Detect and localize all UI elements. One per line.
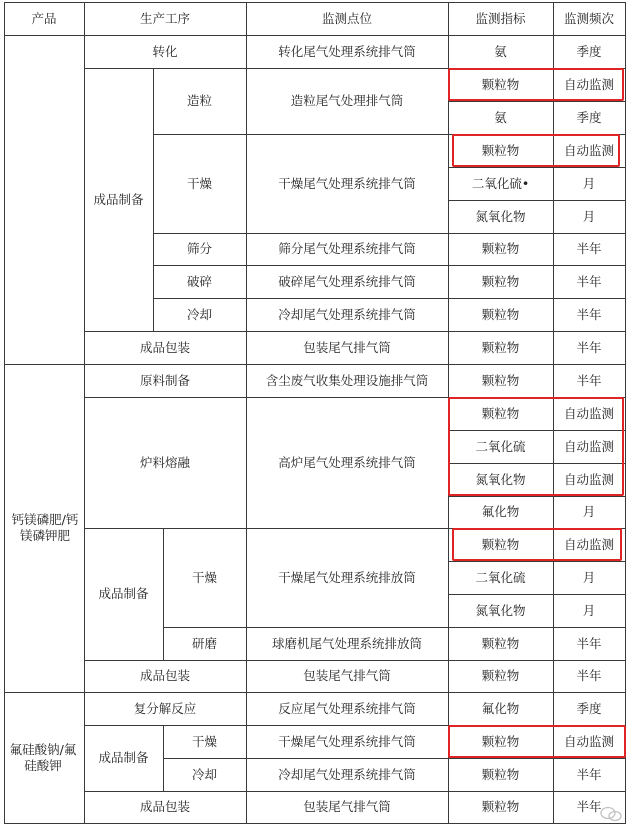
process-cell: 研磨 xyxy=(191,635,217,651)
frequency-cell: 自动监测 xyxy=(563,471,614,487)
point-cell: 干燥尾气处理系统排气筒 xyxy=(278,733,416,749)
indicator-cell: 颗粒物 xyxy=(481,142,520,158)
process-cell: 转化 xyxy=(152,43,178,59)
indicator-cell: 颗粒物 xyxy=(481,372,520,388)
frequency-cell: 半年 xyxy=(576,273,602,289)
frequency-cell: 季度 xyxy=(576,700,602,716)
indicator-cell: 颗粒物 xyxy=(481,536,520,552)
process-cell: 成品制备 xyxy=(98,586,149,602)
frequency-cell: 自动监测 xyxy=(563,733,614,749)
indicator-cell: 颗粒物 xyxy=(481,306,520,322)
process-cell: 干燥 xyxy=(191,733,217,749)
process-cell: 冷却 xyxy=(191,766,217,782)
point-cell: 包装尾气排气筒 xyxy=(303,799,391,815)
point-cell: 含尘废气收集处理设施排气筒 xyxy=(265,372,429,388)
wechat-watermark-icon xyxy=(600,806,622,822)
highlight-box xyxy=(452,134,620,167)
frequency-cell: 自动监测 xyxy=(563,76,614,92)
frequency-cell: 半年 xyxy=(576,799,602,815)
frequency-cell: 半年 xyxy=(576,306,602,322)
point-cell: 冷却尾气处理系统排气筒 xyxy=(278,766,416,782)
frequency-cell: 半年 xyxy=(576,635,602,651)
indicator-cell: 颗粒物 xyxy=(481,76,520,92)
process-cell: 成品制备 xyxy=(98,750,149,766)
point-cell: 转化尾气处理系统排气筒 xyxy=(278,43,416,59)
process-cell: 成品包装 xyxy=(139,668,190,684)
point-cell: 冷却尾气处理系统排气筒 xyxy=(278,306,416,322)
frequency-cell: 自动监测 xyxy=(563,405,614,421)
header-point: 监测点位 xyxy=(321,10,372,26)
highlight-box xyxy=(448,397,624,496)
point-cell: 反应尾气处理系统排气筒 xyxy=(278,700,416,716)
indicator-cell: 二氧化硫 xyxy=(475,569,526,585)
frequency-cell: 季度 xyxy=(576,43,602,59)
indicator-cell: 氨 xyxy=(494,109,507,125)
indicator-cell: 二氧化硫 xyxy=(475,438,526,454)
point-cell: 破碎尾气处理系统排气筒 xyxy=(278,273,416,289)
header-product: 产品 xyxy=(31,10,57,26)
indicator-cell: 氟化物 xyxy=(481,504,520,520)
indicator-cell: 二氧化硫• xyxy=(471,175,530,191)
point-cell: 干燥尾气处理系统排气筒 xyxy=(278,175,416,191)
indicator-cell: 颗粒物 xyxy=(481,339,520,355)
product-cell: 钙镁磷肥/钙镁磷钾肥 xyxy=(11,512,79,543)
indicator-cell: 颗粒物 xyxy=(481,241,520,257)
process-cell: 成品制备 xyxy=(93,191,144,207)
frequency-cell: 月 xyxy=(582,175,596,191)
frequency-cell: 半年 xyxy=(576,339,602,355)
header-indicator: 监测指标 xyxy=(475,10,526,26)
frequency-cell: 自动监测 xyxy=(563,142,614,158)
indicator-cell: 颗粒物 xyxy=(481,766,520,782)
indicator-cell: 颗粒物 xyxy=(481,273,520,289)
process-cell: 冷却 xyxy=(186,306,212,322)
highlight-box xyxy=(452,528,622,561)
indicator-cell: 颗粒物 xyxy=(481,405,520,421)
header-process: 生产工序 xyxy=(139,10,190,26)
header-frequency: 监测频次 xyxy=(563,10,614,26)
process-cell: 干燥 xyxy=(191,569,217,585)
frequency-cell: 半年 xyxy=(576,668,602,684)
process-cell: 复分解反应 xyxy=(133,700,197,716)
frequency-cell: 月 xyxy=(582,208,596,224)
indicator-cell: 颗粒物 xyxy=(481,799,520,815)
highlight-box xyxy=(448,68,624,101)
indicator-cell: 氨 xyxy=(494,43,507,59)
process-cell: 造粒 xyxy=(186,93,212,109)
point-cell: 包装尾气排气筒 xyxy=(303,668,391,684)
process-cell: 炉料熔融 xyxy=(139,454,190,470)
frequency-cell: 自动监测 xyxy=(563,438,614,454)
indicator-cell: 氟化物 xyxy=(481,700,520,716)
point-cell: 高炉尾气处理系统排气筒 xyxy=(278,454,416,470)
point-cell: 造粒尾气处理排气筒 xyxy=(290,93,404,109)
process-cell: 筛分 xyxy=(186,241,212,257)
table-border-right xyxy=(625,2,626,824)
process-cell: 原料制备 xyxy=(139,372,190,388)
process-cell: 成品包装 xyxy=(139,799,190,815)
product-cell: 氟硅酸钠/氟硅酸钾 xyxy=(9,741,77,773)
product-cell xyxy=(4,35,84,364)
frequency-cell: 月 xyxy=(582,602,596,618)
frequency-cell: 月 xyxy=(582,569,596,585)
frequency-cell: 半年 xyxy=(576,372,602,388)
frequency-cell: 季度 xyxy=(576,109,602,125)
highlight-box xyxy=(448,725,626,758)
indicator-cell: 氮氧化物 xyxy=(475,602,526,618)
indicator-cell: 颗粒物 xyxy=(481,668,520,684)
indicator-cell: 氮氧化物 xyxy=(475,471,526,487)
frequency-cell: 月 xyxy=(582,504,596,520)
frequency-cell: 自动监测 xyxy=(563,536,614,552)
indicator-cell: 颗粒物 xyxy=(481,733,520,749)
process-cell: 破碎 xyxy=(186,273,212,289)
point-cell: 球磨机尾气处理系统排放筒 xyxy=(271,635,422,651)
indicator-cell: 氮氧化物 xyxy=(475,208,526,224)
frequency-cell: 半年 xyxy=(576,766,602,782)
table-border-bottom xyxy=(4,823,626,824)
point-cell: 包装尾气排气筒 xyxy=(303,339,391,355)
point-cell: 筛分尾气处理系统排气筒 xyxy=(278,241,416,257)
indicator-cell: 颗粒物 xyxy=(481,635,520,651)
process-cell: 干燥 xyxy=(186,175,212,191)
frequency-cell: 半年 xyxy=(576,241,602,257)
watermark xyxy=(534,806,622,822)
process-cell: 成品包装 xyxy=(139,339,190,355)
point-cell: 干燥尾气处理系统排放筒 xyxy=(278,569,416,585)
